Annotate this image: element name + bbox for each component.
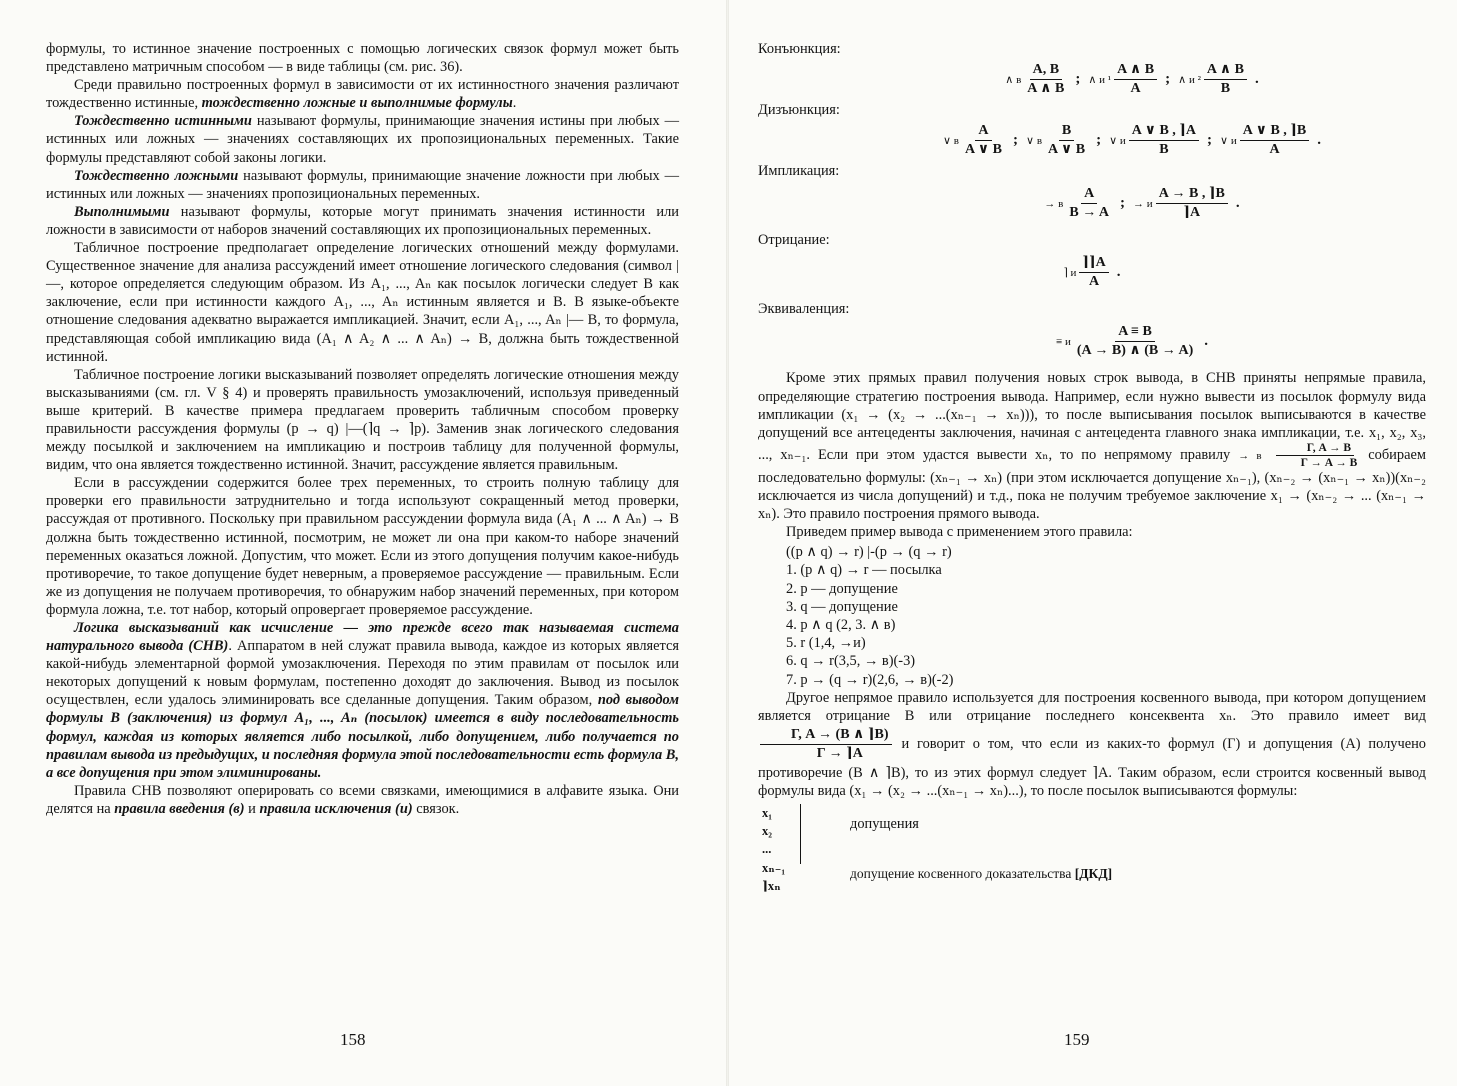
rule-denominator: B → A: [1069, 205, 1110, 221]
text: связок.: [412, 800, 460, 817]
rule-denominator: A ∧ B: [1027, 81, 1065, 97]
emphasized-text: правила исключения (и): [259, 800, 413, 817]
inference-rule: [1063, 255, 1108, 290]
page-number-right: 159: [1064, 1030, 1090, 1049]
rule-numerator: A ∧ B: [1114, 62, 1157, 80]
rule-label: ∨ и: [1220, 135, 1237, 148]
rule-fraction: [1024, 62, 1067, 97]
paragraph: [46, 474, 679, 619]
rule-fraction: [1156, 186, 1228, 221]
rule-fraction: [1240, 123, 1310, 158]
rule-numerator: Γ, A → B: [1276, 442, 1354, 456]
disjunction-rules: [838, 123, 1426, 158]
rule-denominator: A ∨ B: [964, 142, 1003, 158]
hypotheses-bracket: [800, 804, 801, 864]
rule-denominator: A: [1089, 274, 1100, 290]
negation-rules: [758, 255, 1426, 290]
rule-separator: ;: [1075, 71, 1081, 88]
rule-fraction: [1074, 324, 1196, 359]
rule-numerator: B: [1059, 123, 1074, 141]
rule-separator: ;: [1120, 195, 1126, 212]
rule-label: → в: [1044, 197, 1064, 210]
hypotheses-list: [758, 804, 1426, 894]
text: Табличное построение предполагает определение логических отношений между формулами. Существенное значение для анализа рассуждений имеет отношение логического следования (символ |—, которое определяется следующим образом. Из A₁, ..., Aₙ как посылок логически следует B как заключение, если при истинности каждого A₁, ..., Aₙ истинным является и B. В языке-объекте отношение следования адекватно выражается импликацией. Значит, если A₁, ..., Aₙ |— B, то формула, представляющая собой импликацию вида (A₁ ∧ A₂ ∧ ... ∧ Aₙ) → B, должна быть тождественной истинной.: [46, 240, 679, 365]
indirect-proof-hypothesis-label: [850, 866, 1112, 882]
inference-rule: [1178, 62, 1247, 97]
negation-title: Отрицание:: [758, 232, 830, 249]
rule-separator: ;: [1013, 132, 1019, 149]
left-text-column: [46, 40, 679, 818]
derivation-line: 3. q — допущение: [786, 598, 898, 615]
indirect-proof-hypothesis-text: допущение косвенного доказательства: [850, 866, 1072, 882]
rule-denominator: (A → B) ∧ (B → A): [1076, 343, 1194, 359]
emphasized-text: правила введения (в): [114, 800, 245, 817]
indirect-proof-text-a: Другое непрямое правило используется для построения косвенного вывода, при котором допущением является отрицание B или отрицание последнего консеквента xₙ. Это правило имеет вид: [758, 689, 1426, 724]
derivation-line: 4. p ∧ q (2, 3. ∧ в): [786, 617, 896, 634]
implication-rules: [858, 186, 1426, 221]
hypothesis-variable: xₙ₋₁: [762, 861, 786, 876]
rule-separator: .: [1254, 71, 1259, 88]
conjunction-rules: [838, 62, 1426, 97]
derivation-line: 7. p → (q → r)(2,6, → в)(-2): [786, 671, 954, 688]
indirect-rules-paragraph: [758, 369, 1426, 523]
rule-fraction-impl-intro: [1270, 442, 1361, 469]
rule-label: ∧ в: [1005, 74, 1022, 87]
emphasized-text: Выполнимыми: [74, 203, 170, 220]
rule-denominator: Γ → A → B: [1300, 456, 1358, 469]
rule-denominator: A: [1130, 81, 1141, 97]
rule-separator: .: [1317, 132, 1322, 149]
rule-label: ⌉ и: [1063, 267, 1077, 280]
rule-label-impl-intro: → в: [1238, 449, 1262, 462]
rule-numerator: A ∧ B: [1204, 62, 1247, 80]
rule-separator: ;: [1165, 71, 1171, 88]
inference-rule: [1109, 123, 1199, 158]
rule-label: ∨ и: [1109, 135, 1126, 148]
equivalence-title: Эквиваленция:: [758, 301, 850, 318]
text: Табличное построение логики высказываний позволяет определять логические отношения между высказываниями (см. гл. V § 4) и проверять правильность умозаключений, используя приведенный выше критерий. В качестве примера предлагаем проверить табличным способом проверку правильности рассуждения формулы (p → q) |—(⌉q → ⌉p). Заменив знак логического следования между посылкой и заключением на импликацию и построив таблицу для полученной формулы, видим, что она является тождественно истинной. Значит, рассуждение является правильным.: [46, 366, 679, 474]
inference-rule: [1220, 123, 1309, 158]
text: Если в рассуждении содержится более трех переменных, то строить полную таблицу для проверки его правильности затруднительно и тогда используют сокращенный метод проверки, рассуждая от противного. Поскольку при правильном рассуждении формула вида (A₁ ∧ ... ∧ Aₙ) → B должна быть тождественно истинной, посмотрим, не может ли она при каком-то наборе значений переменных оказаться ложной. Допустим, что может. Если из этого допущения получим какое-нибудь противоречие, то такое допущение будет неверным, а проверяемое рассуждение — правильным. Если же из допущения не получаем противоречия, то обнаружим набор значений переменных, при котором формула ложна, т.е. тот набор, который опровергает проверяемое рассуждение.: [46, 475, 679, 618]
inference-rule: [1133, 186, 1228, 221]
derivation-example: [786, 543, 1426, 689]
hypothesis-variable: x₁: [762, 806, 772, 821]
rule-numerator: ⌉⌉A: [1079, 255, 1108, 273]
rule-separator: ;: [1096, 132, 1102, 149]
right-page: [728, 0, 1457, 1086]
paragraph: [46, 782, 679, 818]
paragraph: [46, 239, 679, 366]
emphasized-text: под выводом формулы B (заключения) из формул A₁, ..., Aₙ (посылок) имеется в виду последовательность формул, каждая из которых является либо посылкой, либо допущением, либо получается по правилам вывода из предыдущих, и последняя формула этой последовательности есть формула B, а все допущения при этом элиминированы.: [46, 692, 679, 781]
indirect-proof-paragraph: [758, 689, 1426, 800]
example-intro: Приведем пример вывода с применением этого правила:: [786, 524, 1133, 541]
text: Правила СНВ позволяют оперировать со всеми связками, имеющимися в алфавите языка. Они делятся на: [46, 782, 679, 817]
indirect-rules-text-b: собираем последовательно формулы: (xₙ₋₁ → xₙ) (при этом исключается допущение xₙ₋₁), (xₙ₋₂ → (xₙ₋₁ → xₙ))(xₙ₋₂ исключается из числа допущений) и т.д., пока не получим требуемое заключение x₁ → (xₙ₋₂ → ... (xₙ₋₁ → xₙ). Это правило построения прямого вывода.: [758, 446, 1426, 523]
rule-numerator: Γ, A → (B ∧ ⌉B): [760, 727, 892, 745]
rule-label: ≡ и: [1056, 335, 1071, 348]
rule-label: ∧ и ¹: [1088, 74, 1112, 87]
derivation-line: ((p ∧ q) → r) |-(p → (q → r): [786, 544, 952, 561]
rule-separator: .: [1116, 264, 1121, 281]
text: Среди правильно построенных формул в зависимости от их истинностного значения различают тождественно истинные,: [46, 77, 679, 112]
left-page: [0, 0, 728, 1086]
rule-fraction: [1079, 255, 1108, 290]
rule-fraction: [1204, 62, 1247, 97]
conjunction-title: Конъюнкция:: [758, 41, 841, 57]
text: формулы, то истинное значение построенных с помощью логических связок формул может быть представлено матричным способом — в виде таблицы (см. рис. 36).: [46, 41, 679, 76]
hypothesis-variable: x₂: [762, 824, 772, 839]
rule-numerator: A → B , ⌉B: [1156, 186, 1228, 204]
paragraph: [46, 40, 679, 76]
derivation-line: 1. (p ∧ q) → r — посылка: [786, 562, 942, 579]
paragraph: [46, 167, 679, 203]
rule-label: → и: [1133, 197, 1153, 210]
paragraph: [46, 76, 679, 112]
inference-rule: [943, 123, 1005, 158]
indirect-rules-text-a: Кроме этих прямых правил получения новых строк вывода, в СНВ приняты непрямые правила, определяющие стратегию построения вывода. Например, если нужно вывести из посылок формулу вида импликации (x₁ → (x₂ → ...(xₙ₋₁ → xₙ))), то после выписывания посылок выписываются в качестве допущений все антецеденты заключения, начиная с антецедента главного знака импликации, т.е. x₁, x₂, x₃, ..., xₙ₋₁. Если при этом удастся вывести xₙ, то по непрямому правилу: [758, 370, 1426, 463]
rule-fraction: [962, 123, 1005, 158]
emphasized-text: Тождественно ложными: [74, 167, 239, 184]
paragraph: [46, 203, 679, 239]
inference-rule: [1088, 62, 1157, 97]
inference-rule: [1056, 324, 1196, 359]
indirect-proof-text-b: и говорит о том, что если из каких-то формул (Γ) и допущения (A) получено противоречие (B ∧ ⌉B), то из этих формул следует ⌉A. Таким образом, если строится косвенный вывод формулы вида (x₁ → (x₂ → ...(xₙ₋₁ → xₙ)...), то после посылок выписываются формулы:: [758, 735, 1426, 800]
rule-denominator: B: [1220, 81, 1231, 97]
rule-numerator: A ∨ B , ⌉B: [1240, 123, 1310, 141]
indirect-proof-abbreviation: [ДКД]: [1074, 866, 1113, 882]
hypothesis-variable: ...: [762, 842, 772, 857]
rule-denominator: B: [1159, 142, 1169, 158]
text: . Аппаратом в ней служат правила вывода, каждое из которых является какой-нибудь элементарной формой умозаключения. Переходя по этим правилам от посылок или некоторых допущений к новым формулам, постепенно доходят до заключения. Вывод из посылок осуществлен, если удалось элиминировать все сделанные допущения. Таким образом,: [46, 638, 679, 709]
rule-numerator: A, B: [1030, 62, 1062, 80]
disjunction-title: Дизъюнкция:: [758, 102, 840, 119]
text: называют формулы, принимающие значение ложности при любых — истинных или ложных — значениях пропозициональных переменных.: [46, 167, 679, 202]
paragraph: [46, 112, 679, 166]
rule-fraction: [1066, 186, 1112, 221]
emphasized-text: тождественно ложные и выполнимые формулы: [201, 95, 513, 112]
hypotheses-label: допущения: [850, 816, 919, 833]
rule-separator: .: [1204, 333, 1208, 350]
rule-denominator: Γ → ⌉A: [816, 746, 863, 762]
derivation-line: 6. q → r(3,5, → в)(-3): [786, 653, 916, 670]
rule-separator: .: [1235, 195, 1240, 212]
emphasized-text: Логика высказываний как исчисление — это прежде всего так называемая система натурального вывода (СНВ): [46, 620, 679, 655]
derivation-line: 2. p — допущение: [786, 580, 898, 597]
right-text-column: [758, 40, 1426, 894]
text: .: [512, 95, 517, 112]
text: называют формулы, которые могут принимать значения истинности или ложности в зависимости от наборов значений составляющих их пропозициональных переменных.: [46, 203, 679, 238]
equivalence-rules: [838, 324, 1426, 359]
rule-separator: ;: [1207, 132, 1213, 149]
inference-rule: [1026, 123, 1088, 158]
derivation-line: 5. r (1,4, →и): [786, 635, 866, 652]
rule-fraction: [1045, 123, 1088, 158]
rule-numerator: A ∨ B , ⌉A: [1129, 123, 1199, 141]
rule-denominator: A: [1269, 142, 1280, 158]
rule-fraction: [1114, 62, 1157, 97]
rule-label: ∨ в: [1026, 135, 1043, 148]
paragraph: [46, 619, 679, 782]
emphasized-text: Тождественно истинными: [74, 113, 252, 130]
page-number-left: 158: [340, 1030, 366, 1049]
rule-denominator: ⌉A: [1183, 205, 1201, 221]
paragraph: [46, 366, 679, 475]
inference-rule: [1044, 186, 1112, 221]
indirect-proof-rule-fraction: [760, 727, 892, 762]
rule-numerator: A ≡ B: [1115, 324, 1155, 342]
hypothesis-variable: ⌉xₙ: [762, 879, 781, 894]
rule-label: ∧ и ²: [1178, 74, 1201, 87]
text: и: [244, 800, 260, 817]
rule-denominator: A ∨ B: [1048, 142, 1086, 158]
inference-rule: [1005, 62, 1067, 97]
implication-title: Импликация:: [758, 163, 840, 180]
rule-numerator: A: [1081, 186, 1097, 204]
rule-numerator: A: [975, 123, 991, 141]
rule-fraction: [1129, 123, 1199, 158]
rule-label: ∨ в: [942, 135, 959, 148]
text: называют формулы, принимающие значения истины при любых — истинных или ложных — значениях составляющих их пропозициональных переменных. Такие формулы представляют собой законы логики.: [46, 113, 679, 166]
